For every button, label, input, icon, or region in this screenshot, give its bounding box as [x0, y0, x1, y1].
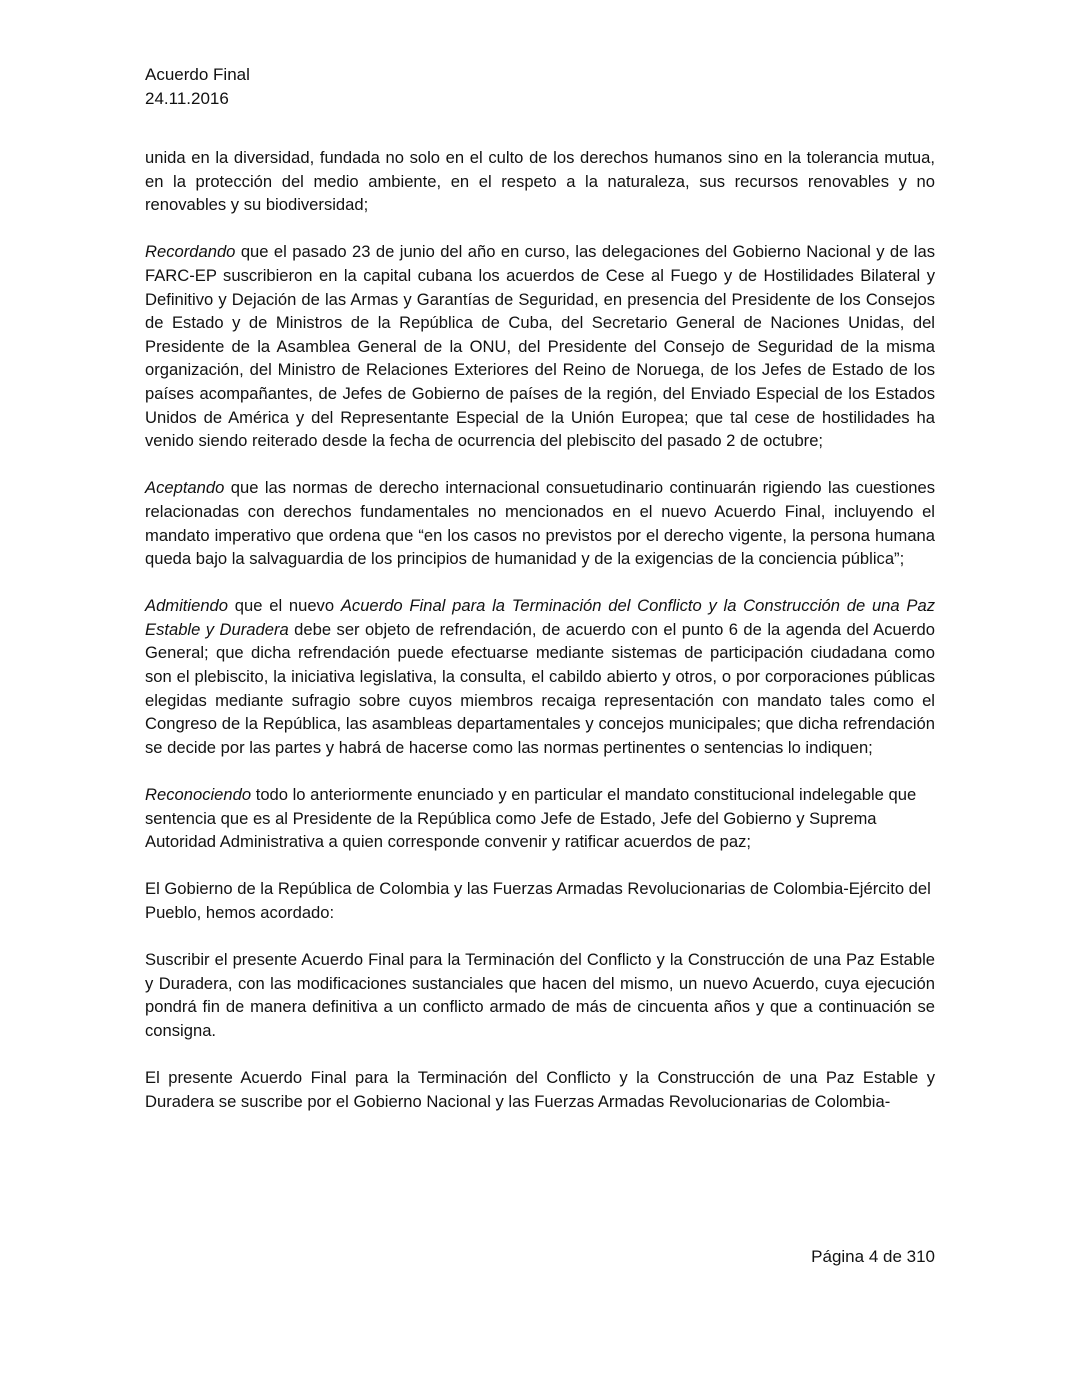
paragraph-suscribir — [145, 948, 935, 1042]
paragraph-admitiendo — [145, 594, 935, 759]
page-header — [145, 63, 250, 111]
paragraph-admitiendo-text-a: que el nuevo — [228, 596, 341, 616]
paragraph-admitiendo-text-b: debe ser objeto de refrendación, de acuerdo con el punto 6 de la agenda del Acuerdo General; que dicha refrendación puede efectuarse mediante sistemas de participación ciudadana como son el plebiscito, la iniciativa legislativa, la consulta, el cabildo abierto y otros, o por corporaciones públicas elegidas mediante sufragio sobre cuyos miembros recaiga representación con mandato tales como el Congreso de la República, las asambleas departamentales y concejos municipales; que dicha refrendación se decide por las partes y habrá de hacerse como las normas pertinentes o sentencias lo indiquen; — [145, 619, 935, 757]
paragraph-acordado-text: El Gobierno de la República de Colombia y las Fuerzas Armadas Revolucionarias de Colombia-Ejército del Pueblo, hemos acordado: — [145, 879, 931, 922]
paragraph-recordando — [145, 240, 935, 452]
lead-word-reconociendo: Reconociendo — [145, 785, 252, 805]
paragraph-reconociendo — [145, 783, 935, 854]
paragraph-recordando-text: que el pasado 23 de junio del año en curso, las delegaciones del Gobierno Nacional y de las FARC-EP suscribieron en la capital cubana los acuerdos de Cese al Fuego y de Hostilidades Bilateral y Definitivo y Dejación de las Armas y Garantías de Seguridad, en presencia del Presidente de los Consejos de Estado y de Ministros de la República de Cuba, del Secretario General de Naciones Unidas, del Presidente de la Asamblea General de la ONU, del Presidente del Consejo de Seguridad de la misma organización, del Ministro de Relaciones Exteriores del Reino de Noruega, de los Jefes de Estado de los países acompañantes, de Jefes de Gobierno de países de la región, del Enviado Especial de los Estados Unidos de América y del Representante Especial de la Unión Europea; que tal cese de hostilidades ha venido siendo reiterado desde la fecha de ocurrencia del plebiscito del pasado 2 de octubre; — [145, 242, 935, 451]
paragraph-1 — [145, 146, 935, 217]
paragraph-presente-acuerdo-text: El presente Acuerdo Final para la Terminación del Conflicto y la Construcción de una Paz Estable y Duradera se suscribe por el Gobierno Nacional y las Fuerzas Armadas Revolucionarias de Colombia- — [145, 1068, 935, 1111]
paragraph-suscribir-text: Suscribir el presente Acuerdo Final para la Terminación del Conflicto y la Construcción de una Paz Estable y Duradera, con las modificaciones sustanciales que hacen del mismo, un nuevo Acuerdo, cuya ejecución pondrá fin de manera definitiva a un conflicto armado de más de cincuenta años y que a continuación se consigna. — [145, 950, 935, 1040]
paragraph-aceptando — [145, 476, 935, 570]
document-body — [145, 146, 935, 1113]
page-number: Página 4 de 310 — [811, 1247, 935, 1266]
lead-word-aceptando: Aceptando — [145, 478, 225, 498]
document-title: Acuerdo Final — [145, 65, 250, 84]
paragraph-acordado — [145, 877, 935, 924]
paragraph-presente-acuerdo — [145, 1066, 935, 1113]
lead-word-recordando: Recordando — [145, 242, 236, 262]
paragraph-aceptando-text: que las normas de derecho internacional consuetudinario continuarán rigiendo las cuestiones relacionadas con derechos fundamentales no mencionados en el nuevo Acuerdo Final, incluyendo el mandato imperativo que ordena que “en los casos no previstos por el derecho vigente, la persona humana queda bajo la salvaguardia de los principios de humanidad y de la exigencias de la conciencia pública”; — [145, 478, 935, 569]
lead-word-admitiendo: Admitiendo — [145, 596, 229, 616]
paragraph-1-text: unida en la diversidad, fundada no solo en el culto de los derechos humanos sino en la tolerancia mutua, en la protección del medio ambiente, en el respeto a la naturaleza, sus recursos renovables y no renovables y su biodiversidad; — [145, 148, 935, 215]
document-date: 24.11.2016 — [145, 89, 229, 108]
paragraph-reconociendo-text: todo lo anteriormente enunciado y en particular el mandato constitucional indelegable que sentencia que es al Presidente de la República como Jefe de Estado, Jefe del Gobierno y Suprema Autoridad Administrativa a quien corresponde convenir y ratificar acuerdos de paz; — [145, 785, 917, 852]
agreement-title-italic: Acuerdo Final para la Terminación del Conflicto y la Construcción de una Paz Estable y Duradera — [145, 596, 935, 639]
